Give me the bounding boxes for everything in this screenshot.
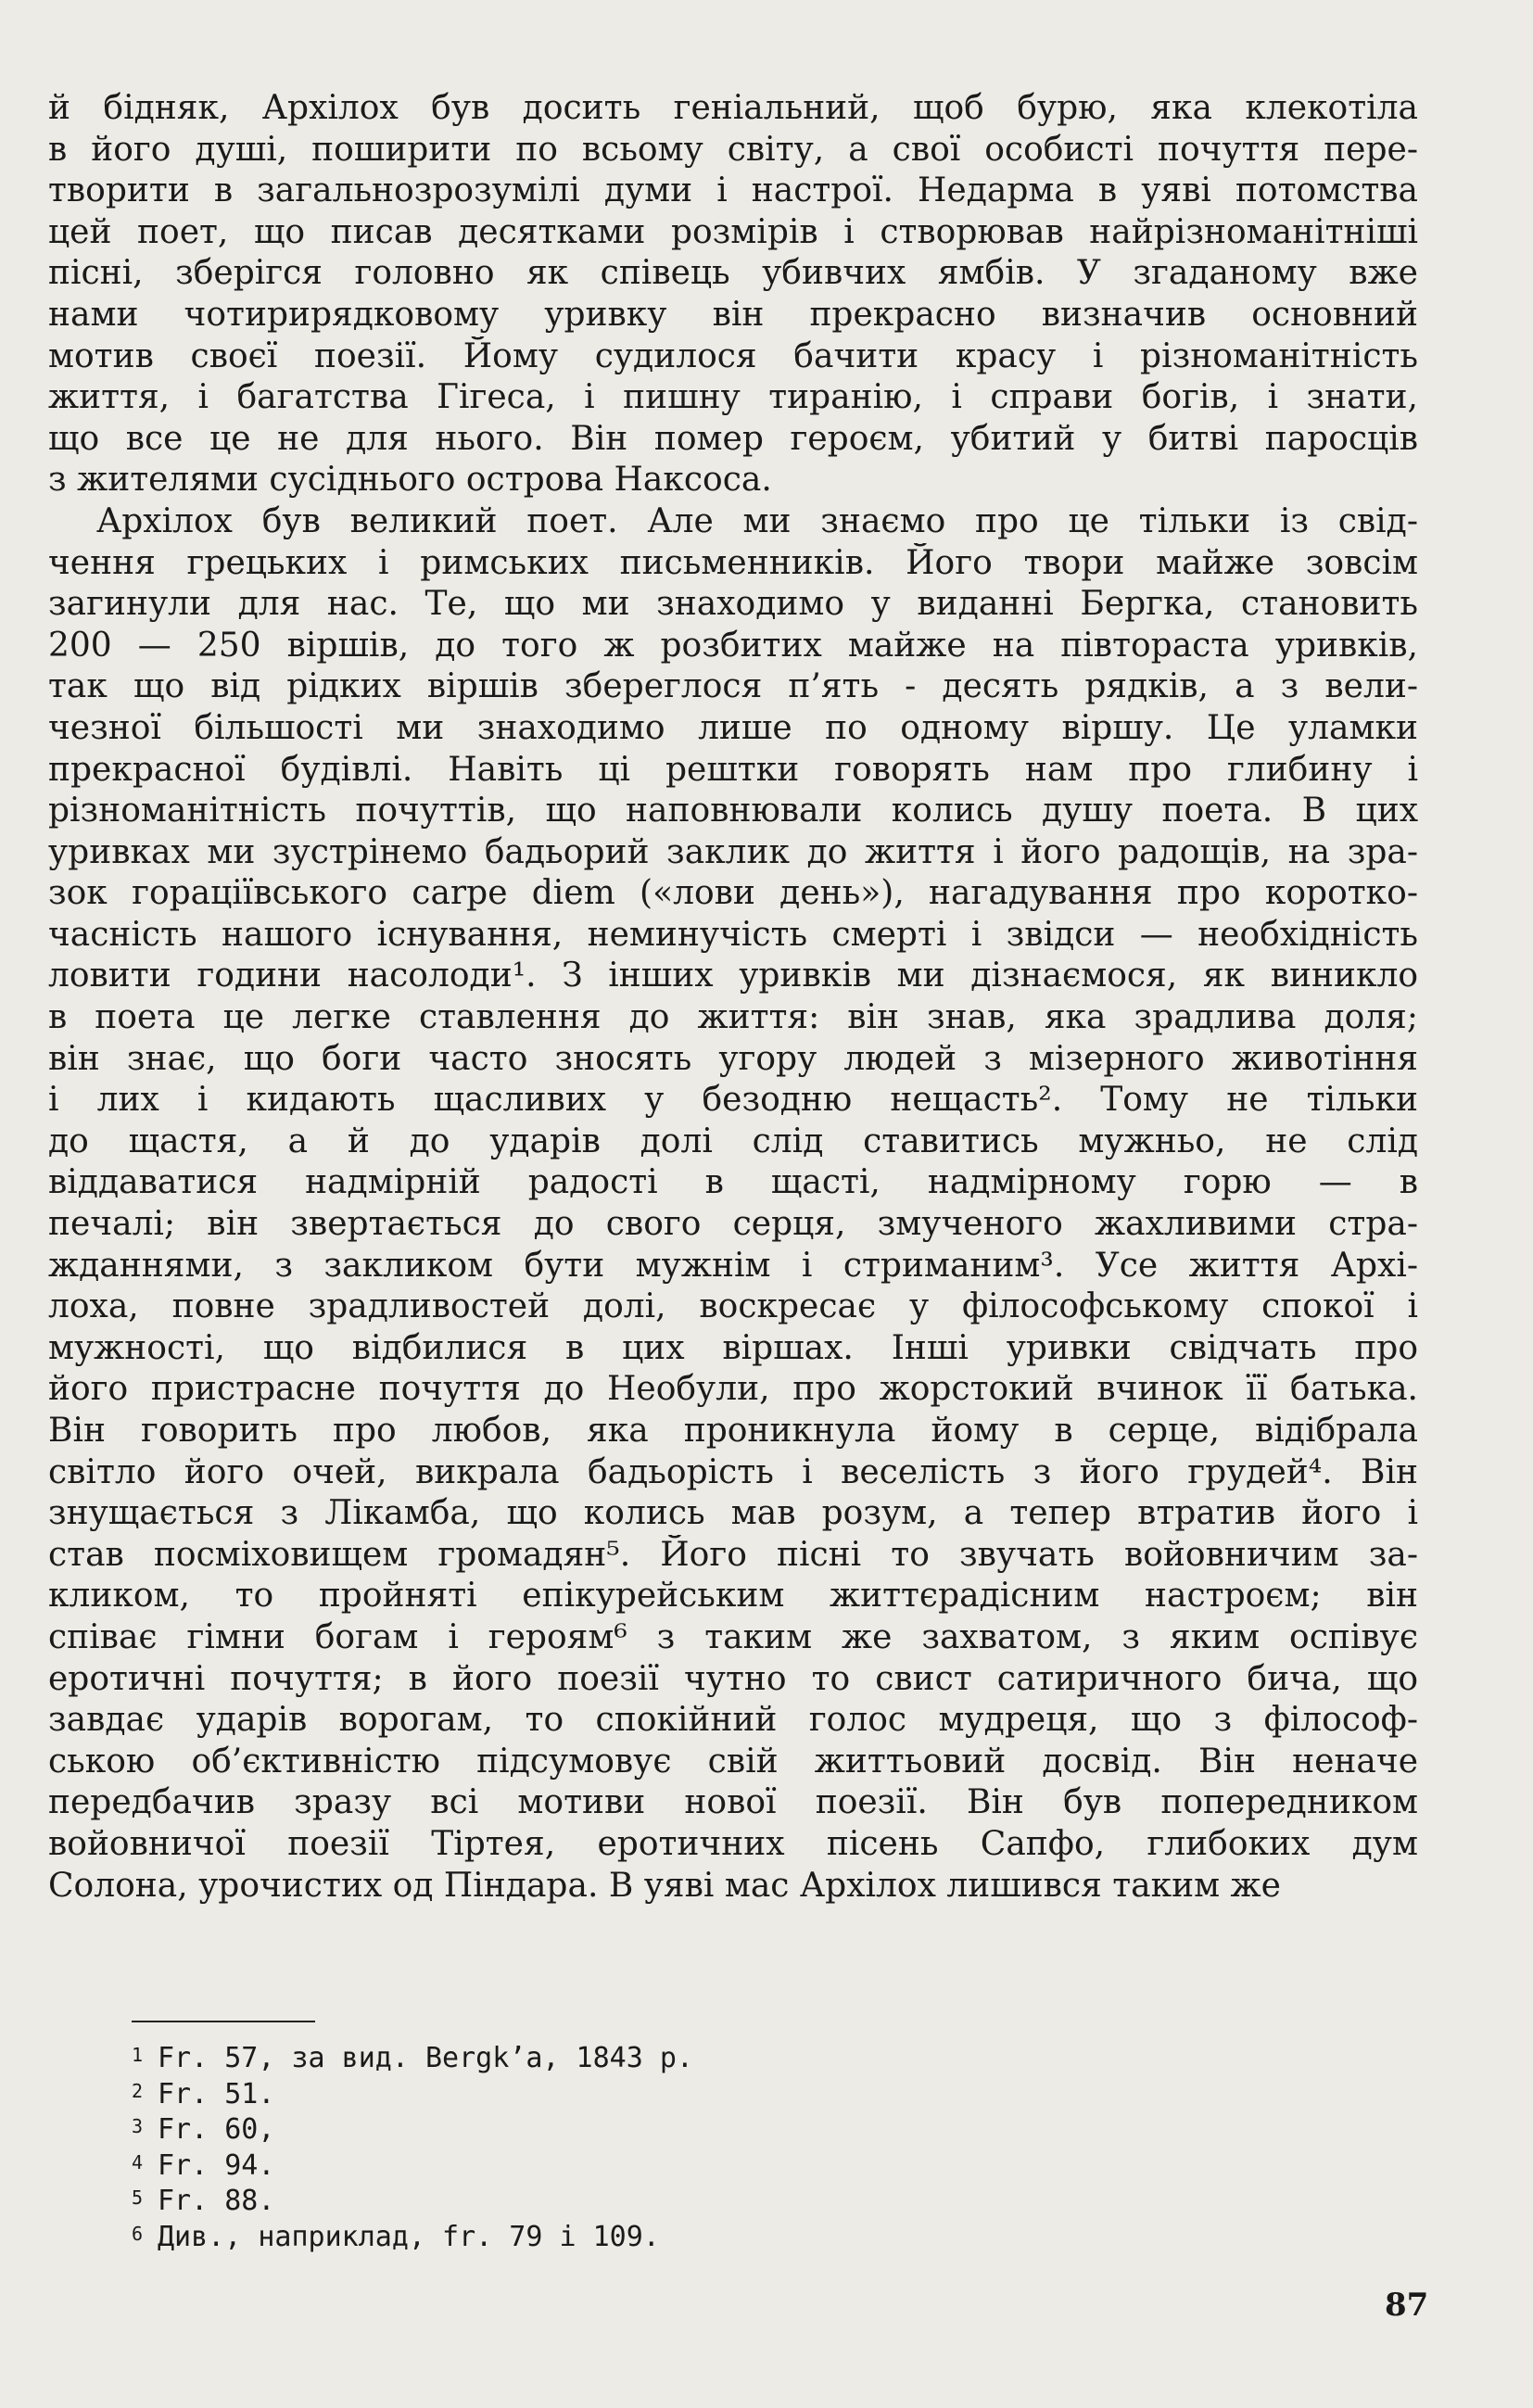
footnote-number: 1: [132, 2044, 144, 2066]
footnote: [132, 2182, 1337, 2218]
footnote: [132, 2039, 1337, 2075]
footnote-number: 2: [132, 2079, 144, 2102]
text-line: що все це не для нього. Він помер героєм, убитий у битві пароcців: [48, 419, 1418, 458]
body-text: [48, 88, 1418, 1907]
text-line: з жителями сусіднього острова Наксоса.: [48, 461, 772, 500]
text-line: загинули для нас. Те, що ми знаходимо у виданні Бергка, становить: [48, 585, 1418, 624]
footnote-number: 5: [132, 2186, 144, 2209]
text-line: він знає, що боги часто зносять угору людей з мізерного животіння: [48, 1039, 1418, 1078]
text-line: і лих і кидають щасливих у безодню нещасть². Тому не тільки: [48, 1081, 1418, 1120]
footnote-number: 3: [132, 2115, 144, 2137]
text-line: завдає ударів ворогам, то спокійний голос мудреця, що з філософ-: [48, 1701, 1418, 1740]
text-line: войовничої поезії Тіртея, еротичних пісень Сапфо, глибоких дум: [48, 1824, 1418, 1863]
text-line: його пристрасне почуття до Необули, про жорстокий вчинок її батька.: [48, 1370, 1418, 1409]
footnote-text: Fr. 60,: [158, 2113, 275, 2146]
footnote-text: Fr. 94.: [158, 2148, 275, 2182]
text-line: жданнями, з закликом бути мужнім і стриманим³. Усе життя Архі-: [48, 1246, 1418, 1285]
footnote-number: 6: [132, 2222, 144, 2245]
footnote-text: Див., наприклад, fr. 79 і 109.: [158, 2220, 660, 2253]
text-line: так що від рідких віршів збереглося п’ять - десять рядків, а з вели-: [48, 667, 1418, 706]
text-line: до щастя, а й до ударів долі слід ставитись мужньо, не слід: [48, 1122, 1418, 1160]
text-line: Архілох був великий поет. Але ми знаємо про це тільки із свід-: [96, 501, 1418, 540]
text-line: цей поет, що писав десятками розмірів і створював найрізноманітніші: [48, 212, 1418, 251]
text-line: уривках ми зустрінемо бадьорий заклик до життя і його радощів, на зра-: [48, 832, 1418, 871]
text-line: пісні, зберігся головно як співець убивчих ямбів. У згаданому вже: [48, 254, 1418, 293]
text-line: світло його очей, викрала бадьорість і веселість з його грудей⁴. Він: [48, 1452, 1418, 1491]
footnotes: [132, 2039, 1337, 2253]
text-line: чення грецьких і римських письменників. Його твори майже зовсім: [48, 543, 1418, 582]
text-line: ловити години насолоди¹. З інших уривків ми дізнаємося, як виникло: [48, 957, 1418, 995]
text-line: в поета це легке ставлення до життя: він знав, яка зрадлива доля;: [48, 998, 1418, 1037]
text-line: в його душі, поширити по всьому світу, а свої особисті почуття пере-: [48, 130, 1418, 169]
text-line: й бідняк, Архілох був досить геніальний, щоб бурю, яка клекотіла: [48, 89, 1418, 127]
text-line: еротичні почуття; в його поезії чутно то свист сатиричного бича, що: [48, 1659, 1418, 1698]
footnote: [132, 2110, 1337, 2147]
text-line: часність нашого існування, неминучість смерті і звідси — необхідність: [48, 915, 1418, 954]
footnote: [132, 2147, 1337, 2183]
text-line: Він говорить про любов, яка проникнула йому в серце, відібрала: [48, 1412, 1418, 1450]
text-line: ською об’єктивністю підсумовує свій життьовий досвід. Він неначе: [48, 1742, 1418, 1781]
text-line: нами чотирирядковому уривку він прекрасно визначив основний: [48, 295, 1418, 334]
text-line: зок горацiївського carpe diem («лови день»), нагадування про коротко-: [48, 874, 1418, 913]
text-line: Солона, урочистих од Піндара. В уяві мас Архілох лишився таким же: [48, 1866, 1281, 1905]
text-line: мотив своєї поезії. Йому судилося бачити красу і різноманітність: [48, 336, 1418, 375]
text-line: печалі; він звертається до свого серця, змученого жахливими стра-: [48, 1205, 1418, 1244]
text-line: мужності, що відбилися в цих віршах. Інші уривки свідчать про: [48, 1328, 1418, 1367]
text-line: співає гімни богам і героям⁶ з таким же захватом, з яким оспівує: [48, 1617, 1418, 1656]
text-line: лоха, повне зрадливостей долі, воскресає у філософському спокої і: [48, 1287, 1418, 1326]
footnote-text: Fr. 51.: [158, 2077, 275, 2110]
page-number: 87: [1385, 2287, 1429, 2324]
text-line: став посміховищем громадян⁵. Його пісні то звучать войовничим за-: [48, 1535, 1418, 1574]
text-line: 200 — 250 віршів, до того ж розбитих майже на півтораста уривків,: [48, 626, 1418, 665]
text-line: різноманітність почуттів, що наповнювали колись душу поета. В цих: [48, 792, 1418, 830]
footnote-text: Fr. 88.: [158, 2185, 275, 2217]
footnote-text: Fr. 57, за вид. Bergk’a, 1843 р.: [158, 2042, 693, 2074]
text-line: знущається з Лікамба, що колись мав розум, а тепер втратив його і: [48, 1494, 1418, 1533]
text-line: віддаватися надмірній радості в щасті, надмірному горю — в: [48, 1163, 1418, 1202]
text-line: кликом, то пройняті епікурейським життєрадісним настроєм; він: [48, 1577, 1418, 1616]
text-line: життя, і багатства Гігеса, і пишну тиранію, і справи богів, і знати,: [48, 378, 1418, 417]
text-line: передбачив зразу всі мотиви нової поезії. Він був попередником: [48, 1783, 1418, 1822]
footnote-rule: [132, 2021, 315, 2022]
footnote-number: 4: [132, 2150, 144, 2174]
footnote: [132, 2218, 1337, 2254]
footnote: [132, 2075, 1337, 2111]
text-line: прекрасної будівлі. Навіть ці рештки говорять нам про глибину і: [48, 750, 1418, 789]
text-line: чезної більшості ми знаходимо лише по одному віршу. Це уламки: [48, 708, 1418, 747]
text-line: творити в загальнозрозумілі думи і настрої. Недарма в уяві потомства: [48, 171, 1418, 210]
